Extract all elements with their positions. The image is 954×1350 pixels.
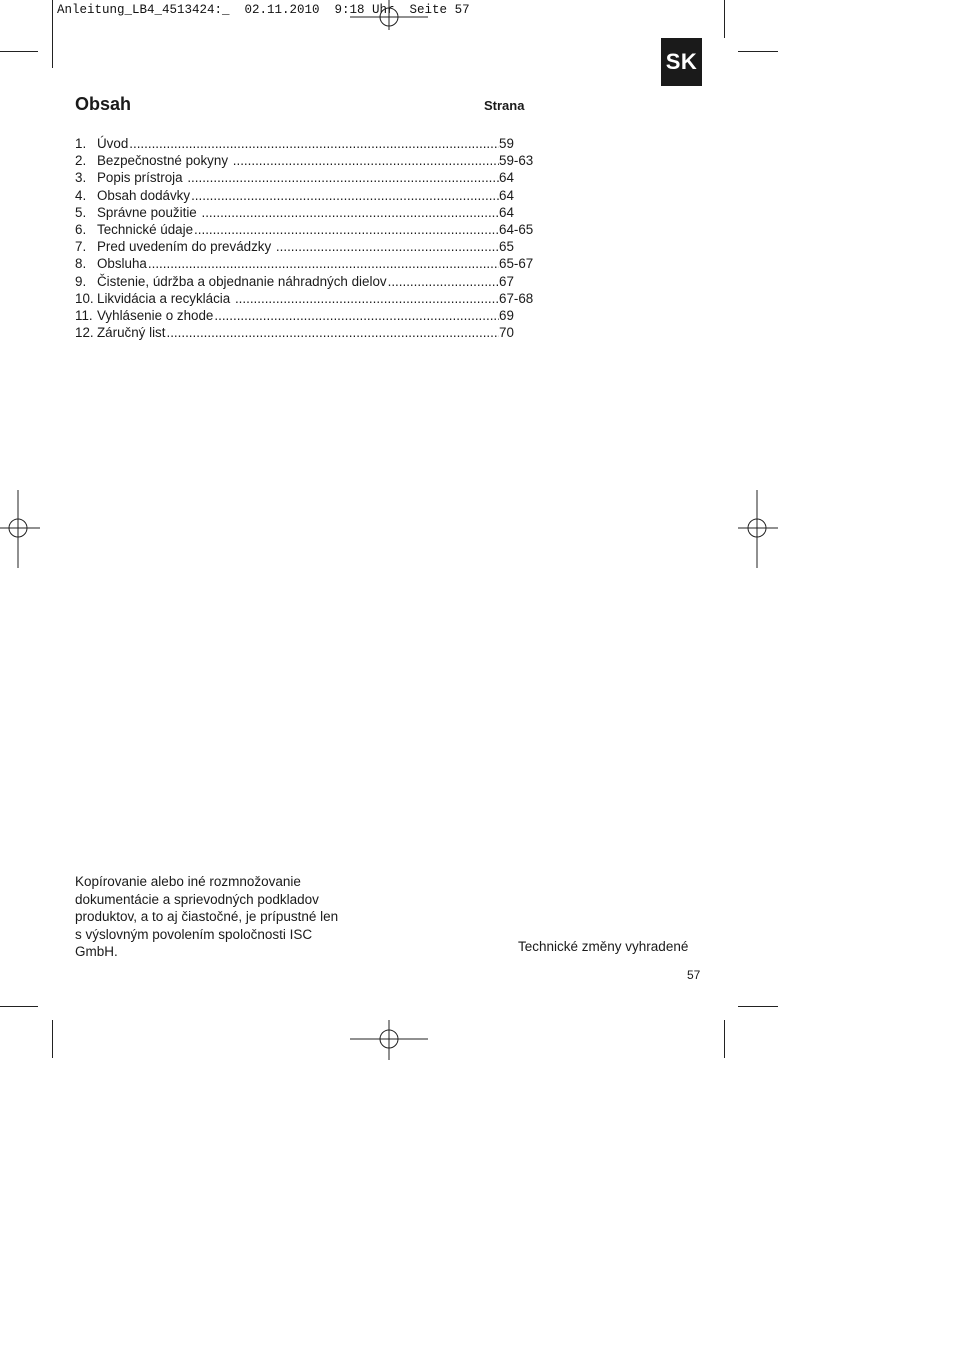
toc-leader-dots	[166, 324, 499, 341]
toc-item	[75, 255, 535, 272]
print-header: Anleitung_LB4_4513424:_ 02.11.2010 9:18 Uhr Seite 57	[57, 3, 470, 17]
toc-leader-dots	[388, 273, 499, 290]
toc-item-number: 12.	[75, 325, 94, 341]
toc-item-number: 5.	[75, 204, 87, 220]
toc-item-page: 59-63	[499, 153, 534, 169]
toc-item-title: Obsah dodávky	[97, 187, 191, 203]
toc-item-title: Správne použitie	[97, 204, 201, 220]
registration-mark-icon	[350, 0, 428, 30]
toc-item-number: 2.	[75, 153, 87, 169]
toc-item-title: Likvidácia a recyklácia	[97, 290, 234, 306]
language-badge: SK	[661, 38, 702, 86]
toc-item-page: 64	[499, 187, 514, 203]
page-title: Obsah	[75, 94, 132, 114]
toc-leader-dots	[191, 187, 499, 204]
toc-item-title: Bezpečnostné pokyny	[97, 153, 232, 169]
toc-leader-dots	[214, 307, 499, 324]
toc-leader-dots	[129, 135, 499, 152]
copyright-line: produktov, a to aj čiastočné, je prípustné len	[75, 909, 339, 924]
toc-item-page: 64	[499, 170, 514, 186]
toc-item	[75, 187, 535, 204]
toc-item-number: 3.	[75, 170, 87, 186]
toc-item-title: Záručný list	[97, 325, 166, 341]
toc-item-page: 59	[499, 136, 514, 151]
copyright-line: GmbH.	[75, 944, 118, 959]
toc-leader-dots	[201, 204, 499, 221]
toc-item-number: 7.	[75, 239, 87, 255]
technical-changes-note: Technické změny vyhradené	[518, 939, 689, 954]
toc-item-page: 70	[499, 325, 514, 341]
toc-item	[75, 324, 535, 341]
toc-leader-dots	[235, 290, 499, 307]
toc-item-number: 10.	[75, 290, 94, 306]
copyright-notice	[75, 873, 375, 961]
toc-item-title: Pred uvedením do prevádzky	[97, 239, 275, 255]
toc-item-number: 1.	[75, 136, 87, 151]
toc-item-page: 64-65	[499, 221, 534, 237]
toc-item-number: 8.	[75, 256, 87, 272]
copyright-line: dokumentácie a sprievodných podkladov	[75, 891, 319, 907]
toc-item-title: Obsluha	[97, 256, 147, 272]
toc-item	[75, 307, 535, 324]
toc-leader-dots	[194, 221, 499, 238]
toc-item-page: 65-67	[499, 256, 534, 272]
toc-leader-dots	[233, 152, 499, 169]
toc-leader-dots	[187, 169, 499, 186]
toc-item-page: 67	[499, 273, 514, 289]
toc-item-number: 4.	[75, 187, 87, 203]
toc-item	[75, 290, 535, 307]
toc-item	[75, 204, 535, 221]
toc-item-title: Čistenie, údržba a objednanie náhradných dielov	[97, 273, 387, 289]
page-column-label: Strana	[484, 98, 525, 113]
registration-mark-icon	[738, 490, 778, 568]
toc-item-page: 64	[499, 204, 514, 220]
toc-item-number: 11.	[75, 307, 93, 323]
toc-item-page: 67-68	[499, 290, 534, 306]
toc-item	[75, 169, 535, 186]
toc-item-page: 65	[499, 239, 514, 255]
copyright-line: Kopírovanie alebo iné rozmnožovanie	[75, 874, 301, 889]
toc-leader-dots	[148, 255, 499, 272]
toc-leader-dots	[276, 238, 499, 255]
toc-item-number: 6.	[75, 221, 87, 237]
toc-item-title: Technické údaje	[97, 221, 194, 237]
toc-item-page: 69	[499, 307, 514, 323]
toc-item-number: 9.	[75, 273, 87, 289]
toc-item	[75, 273, 535, 290]
toc-item	[75, 135, 535, 152]
copyright-line: s výslovným povolením spoločnosti ISC	[75, 926, 313, 942]
toc-item	[75, 221, 535, 238]
toc-item-title: Úvod	[97, 136, 129, 151]
toc-item	[75, 238, 535, 255]
toc-item	[75, 152, 535, 169]
table-of-contents	[75, 135, 535, 341]
toc-item-title: Popis prístroja	[97, 170, 187, 186]
page-number: 57	[687, 968, 701, 982]
toc-item-title: Vyhlásenie o zhode	[97, 307, 214, 323]
registration-mark-icon	[350, 1020, 428, 1060]
registration-mark-icon	[0, 490, 40, 568]
